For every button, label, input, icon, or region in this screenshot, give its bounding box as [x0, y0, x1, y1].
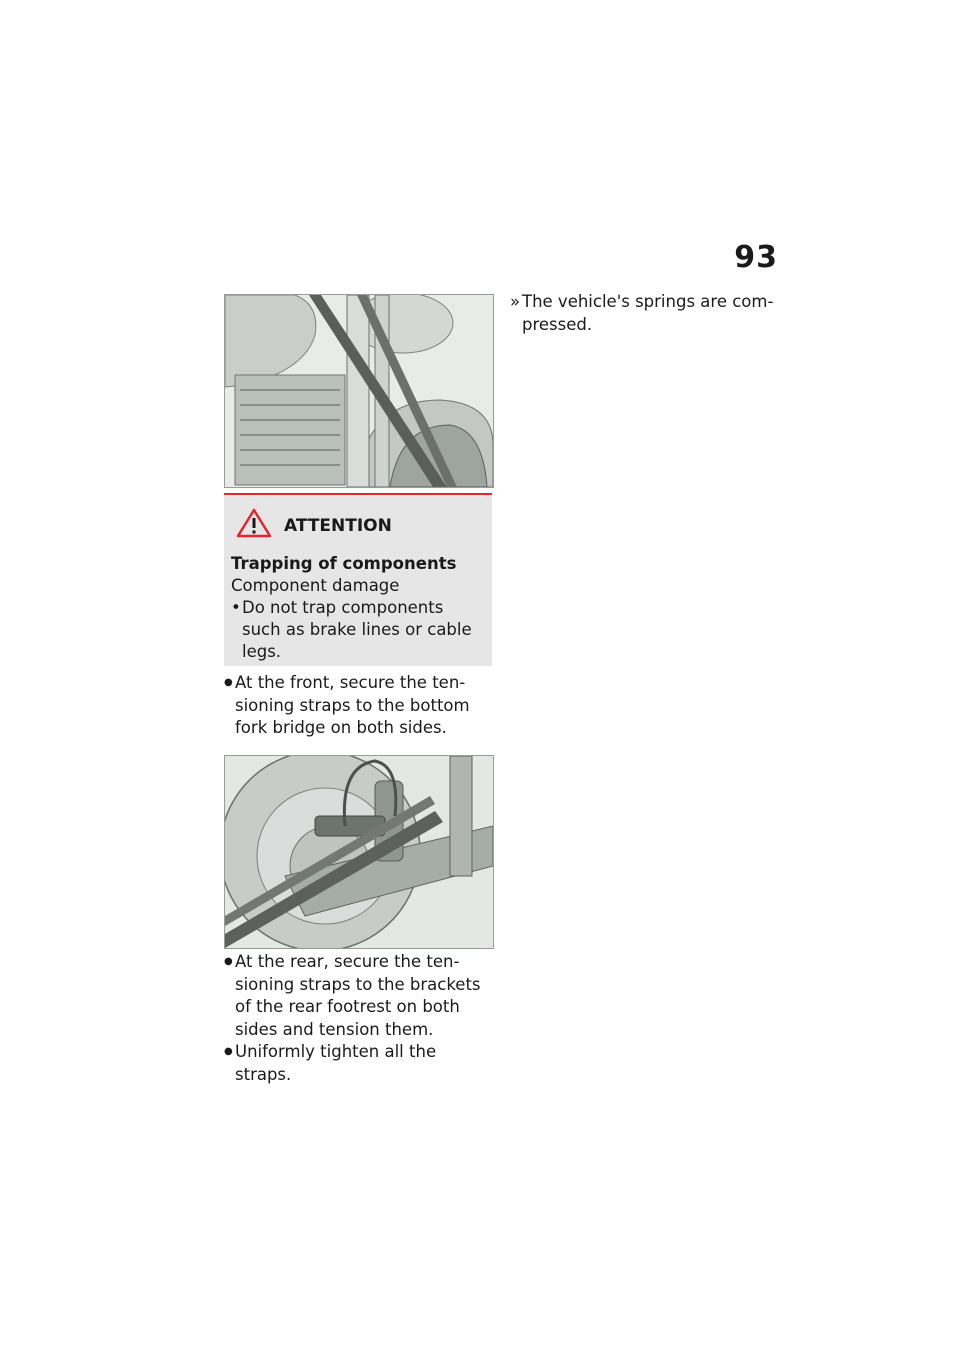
step-item: ● Uniformly tighten all the straps. — [224, 1041, 492, 1086]
warning-title: ATTENTION — [284, 516, 392, 536]
steps-front — [224, 672, 492, 740]
warning-bullet: • Do not trap components such as brake lines or cable legs. — [231, 597, 487, 663]
result-text: » The vehicle's springs are com-pressed. — [510, 291, 785, 336]
steps-rear — [224, 951, 492, 1086]
page-number: 93 — [734, 240, 778, 275]
warning-consequence: Component damage — [231, 576, 400, 595]
figure-front-fork-straps — [224, 294, 494, 488]
warning-heading: Trapping of components — [231, 554, 457, 573]
step-item: ● At the front, secure the ten-sioning straps to the bottom fork bridge on both sides. — [224, 672, 492, 740]
figure-rear-footrest-straps — [224, 755, 494, 949]
warning-triangle-icon — [236, 508, 272, 538]
step-item: ● At the rear, secure the ten-sioning straps to the brackets of the rear footrest on both sides and tension them. — [224, 951, 492, 1041]
warning-box — [224, 493, 492, 666]
